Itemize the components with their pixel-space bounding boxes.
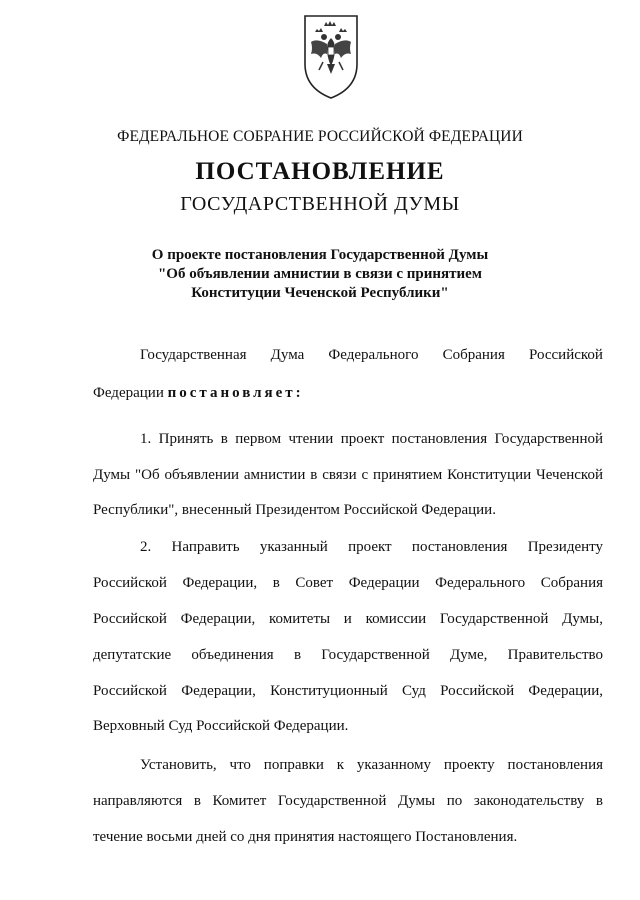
preamble-word: Государственная xyxy=(140,347,247,363)
item-2-line: депутатские объединения в Государственной Думе, Правительство xyxy=(93,647,603,663)
parliament-name: ФЕДЕРАЛЬНОЕ СОБРАНИЕ РОССИЙСКОЙ ФЕДЕРАЦИИ xyxy=(117,128,523,145)
preamble-line xyxy=(93,384,603,402)
item-2-line: Российской Федерации, Конституционный Суд Российской Федерации, xyxy=(93,683,603,699)
subject-line: О проекте постановления Государственной Думы xyxy=(151,247,489,263)
item-2-line: 2. Направить указанный проект постановления Президенту xyxy=(140,539,603,555)
preamble-text: Федерации xyxy=(93,385,164,401)
item-1-line: 1. Принять в первом чтении проект постановления Государственной xyxy=(140,431,603,447)
coat-of-arms-emblem xyxy=(299,12,363,102)
item-3-line: течение восьми дней со дня принятия настоящего Постановления. xyxy=(93,829,518,845)
preamble-word: Российской xyxy=(529,347,603,363)
preamble-word: Дума xyxy=(270,347,305,363)
item-1-line: Думы "Об объявлении амнистии в связи с принятием Конституции Чеченской xyxy=(93,467,603,483)
preamble-word: Собрания xyxy=(442,347,505,363)
issuing-body: ГОСУДАРСТВЕННОЙ ДУМЫ xyxy=(180,193,460,215)
item-2-line: Российской Федерации, в Совет Федерации Федерального Собрания xyxy=(93,575,603,591)
subject-line: Конституции Чеченской Республики" xyxy=(191,285,449,301)
item-2-line: Верховный Суд Российской Федерации. xyxy=(93,718,349,734)
document-subject xyxy=(0,246,640,303)
preamble-line xyxy=(140,346,603,364)
item-3-line: направляются в Комитет Государственной Думы по законодательству в xyxy=(93,793,603,809)
document-type-title: ПОСТАНОВЛЕНИЕ xyxy=(195,158,445,185)
item-2-line: Российской Федерации, комитеты и комиссии Государственной Думы, xyxy=(93,611,603,627)
item-1-line: Республики", внесенный Президентом Российской Федерации. xyxy=(93,502,496,518)
subject-line: "Об объявлении амнистии в связи с принятием xyxy=(157,266,483,282)
item-3-line: Установить, что поправки к указанному проекту постановления xyxy=(140,757,603,773)
resolution-verb: постановляет: xyxy=(167,385,304,401)
preamble-word: Федерального xyxy=(328,347,419,363)
